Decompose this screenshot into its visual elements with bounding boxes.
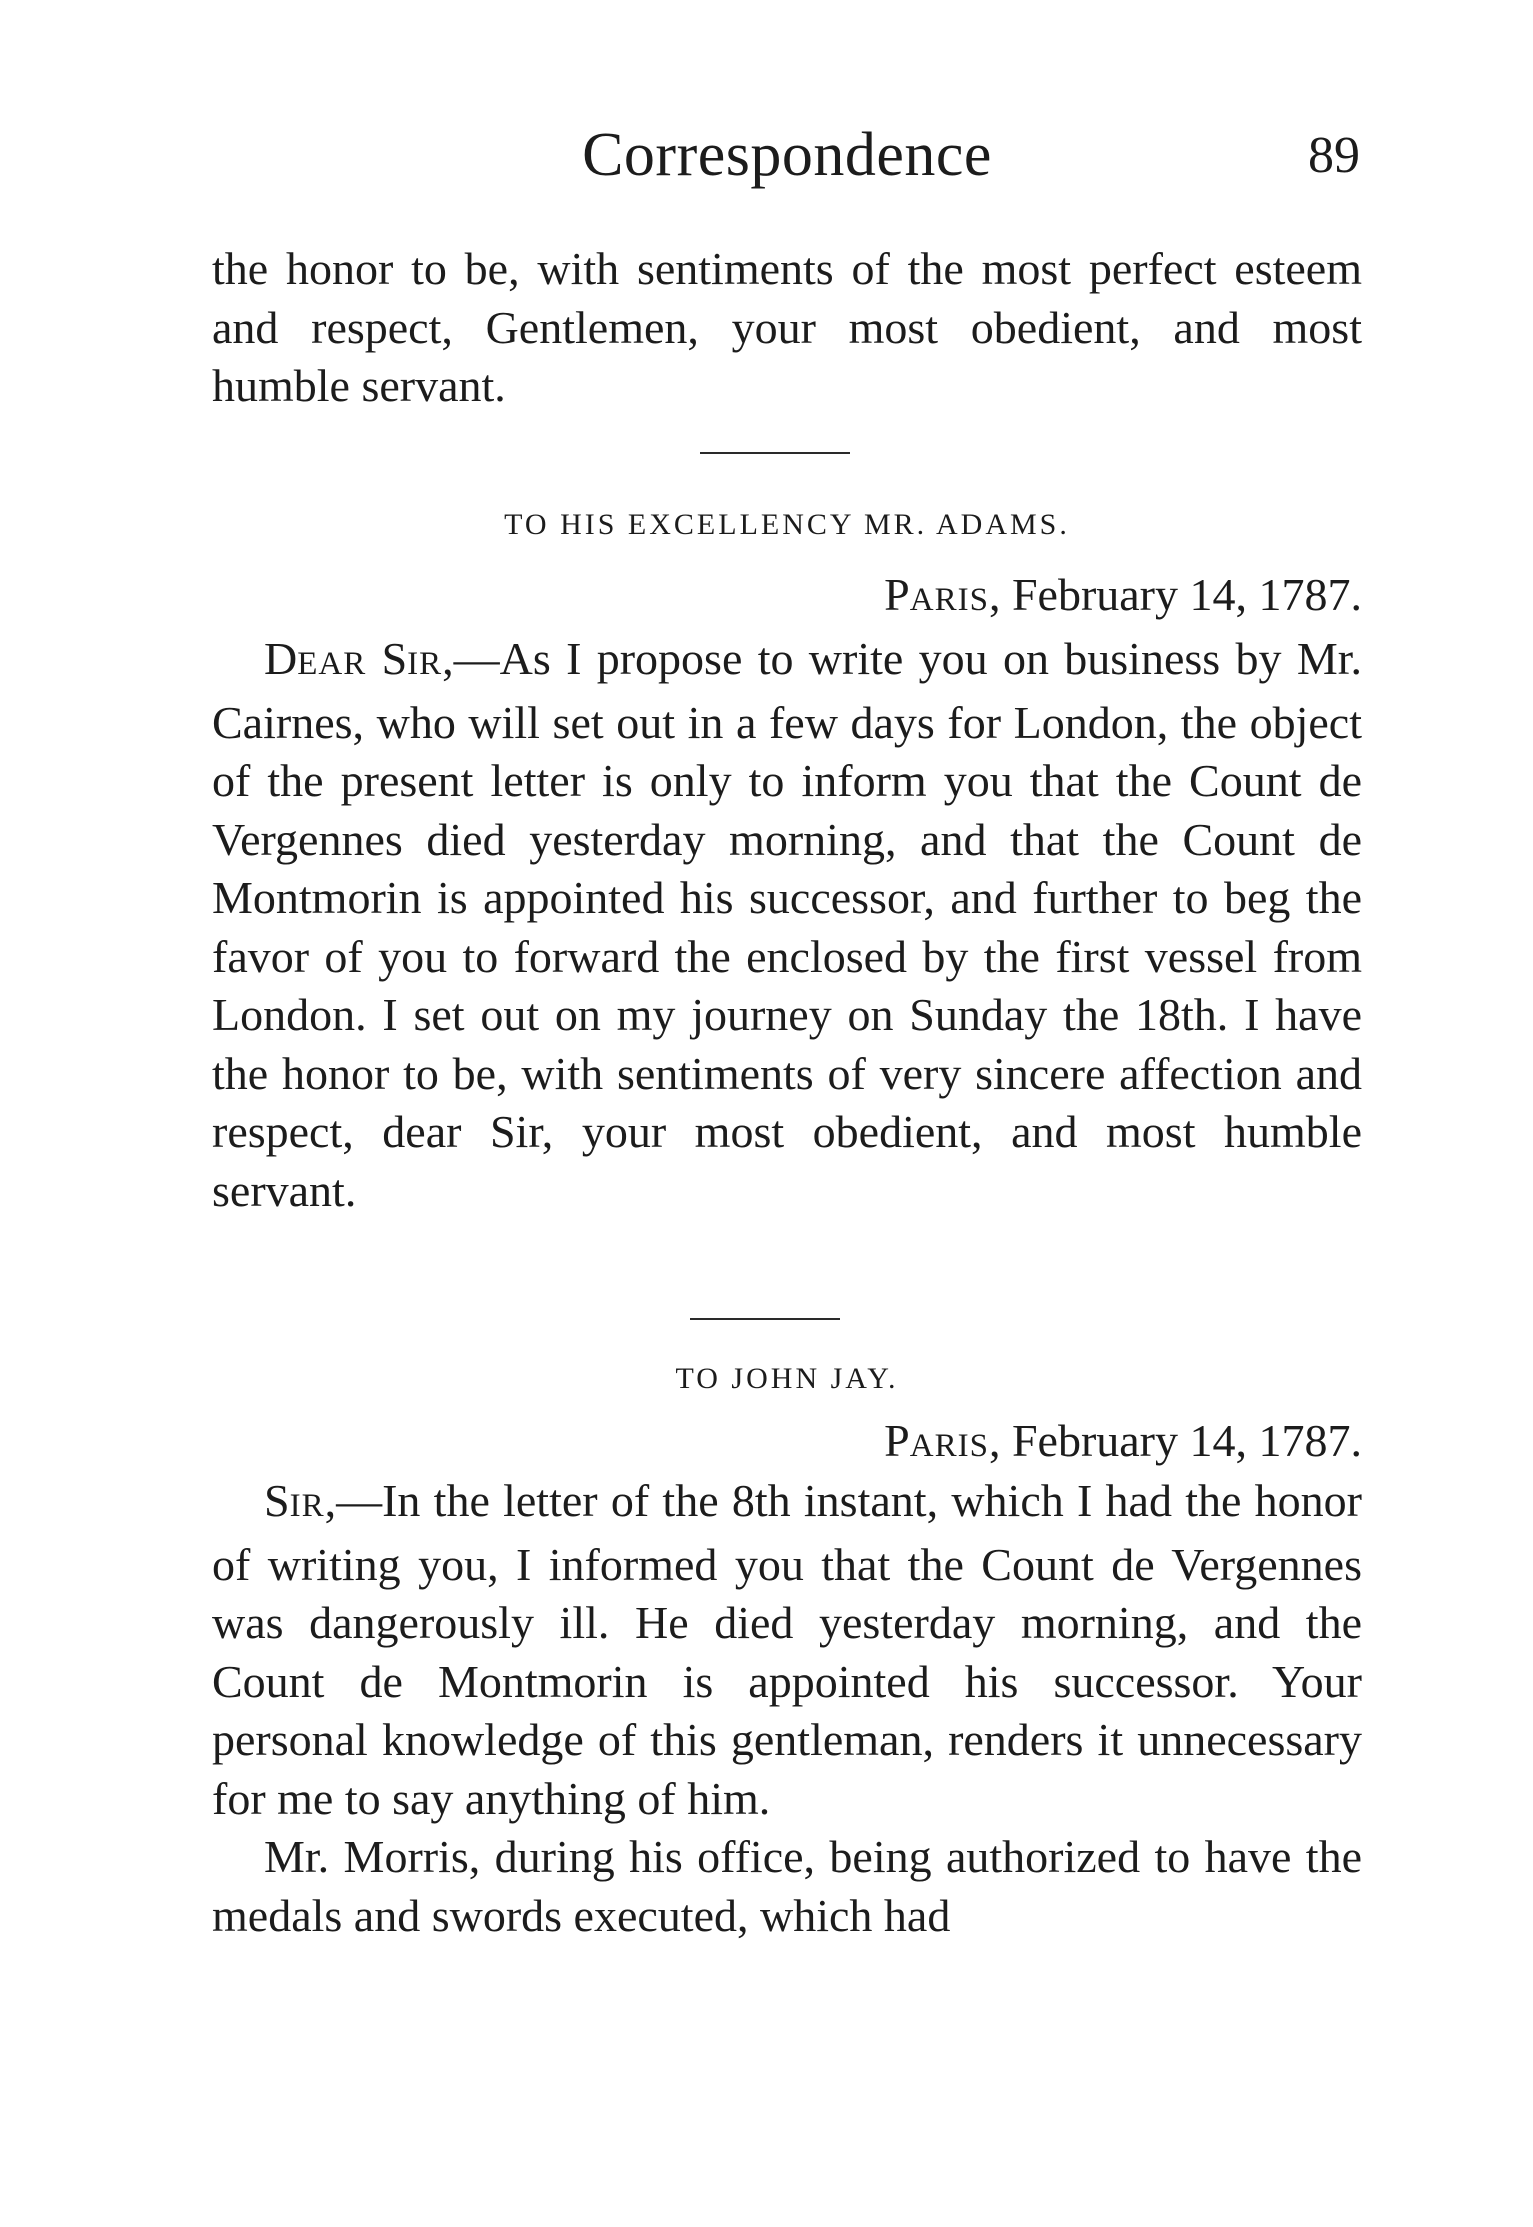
- letter1-body: [212, 630, 1362, 1220]
- letter1-paragraph: [212, 630, 1362, 1220]
- letter1-place-initial: P: [884, 569, 910, 620]
- letter2-body-text-1: ,—In the letter of the 8th instant, which I had the honor of writing you, I informed you that the Count de Vergennes was dangerously ill. He died yesterday morning, and the Count de Montmorin is appointed his successor. Your personal knowledge of this gentleman, renders it unnecessary for me to say anything of him.: [212, 1475, 1362, 1824]
- letter2-salutation-rest: IR: [289, 1488, 325, 1524]
- letter2-dateline: [884, 1414, 1362, 1467]
- letter1-place-rest: ARIS: [909, 582, 989, 618]
- letter1-body-text: ,—As I propose to write you on business by Mr. Cairnes, who will set out in a few days for London, the object of the present letter is only to inform you that the Count de Vergennes died yesterday morning, and that the Count de Montmorin is appointed his successor, and further to beg the favor of you to forward the enclosed by the first vessel from London. I set out on my journey on Sunday the 18th. I have the honor to be, with sentiments of very sincere affection and respect, dear Sir, your most obedient, and most humble servant.: [212, 633, 1362, 1216]
- letter2-place-rest: ARIS: [909, 1428, 989, 1464]
- letter2-salutation-initial: S: [264, 1475, 290, 1526]
- letter2-body: [212, 1472, 1362, 1945]
- letter2-place-initial: P: [884, 1415, 910, 1466]
- running-title: Correspondence: [582, 121, 992, 189]
- letter1-salutation-rest-1: EAR: [297, 646, 367, 682]
- letter2-date: , February 14, 1787.: [988, 1415, 1362, 1466]
- letter1-salutation-initial-1: D: [264, 633, 298, 684]
- section-divider: [690, 1318, 840, 1320]
- letter1-dateline: [884, 568, 1362, 621]
- continuation-paragraph: [212, 240, 1362, 416]
- page-header: [212, 120, 1362, 200]
- letter1-date: , February 14, 1787.: [988, 569, 1362, 620]
- letter1-salutation-rest-2: IR: [407, 646, 443, 682]
- letter2-paragraph-1: [212, 1472, 1362, 1828]
- letter2-heading: TO JOHN JAY.: [675, 1362, 899, 1395]
- letter2-paragraph-2: Mr. Morris, during his office, being authorized to have the medals and swords executed, which had: [212, 1831, 1362, 1941]
- letter1-salutation-initial-2: S: [381, 633, 408, 684]
- letter1-heading: TO HIS EXCELLENCY MR. ADAMS.: [504, 508, 1070, 541]
- section-divider: [700, 452, 850, 454]
- page-number: 89: [1308, 127, 1360, 184]
- continuation-text: the honor to be, with sentiments of the most perfect esteem and respect, Gentlemen, your most obedient, and most humble servant.: [212, 243, 1362, 411]
